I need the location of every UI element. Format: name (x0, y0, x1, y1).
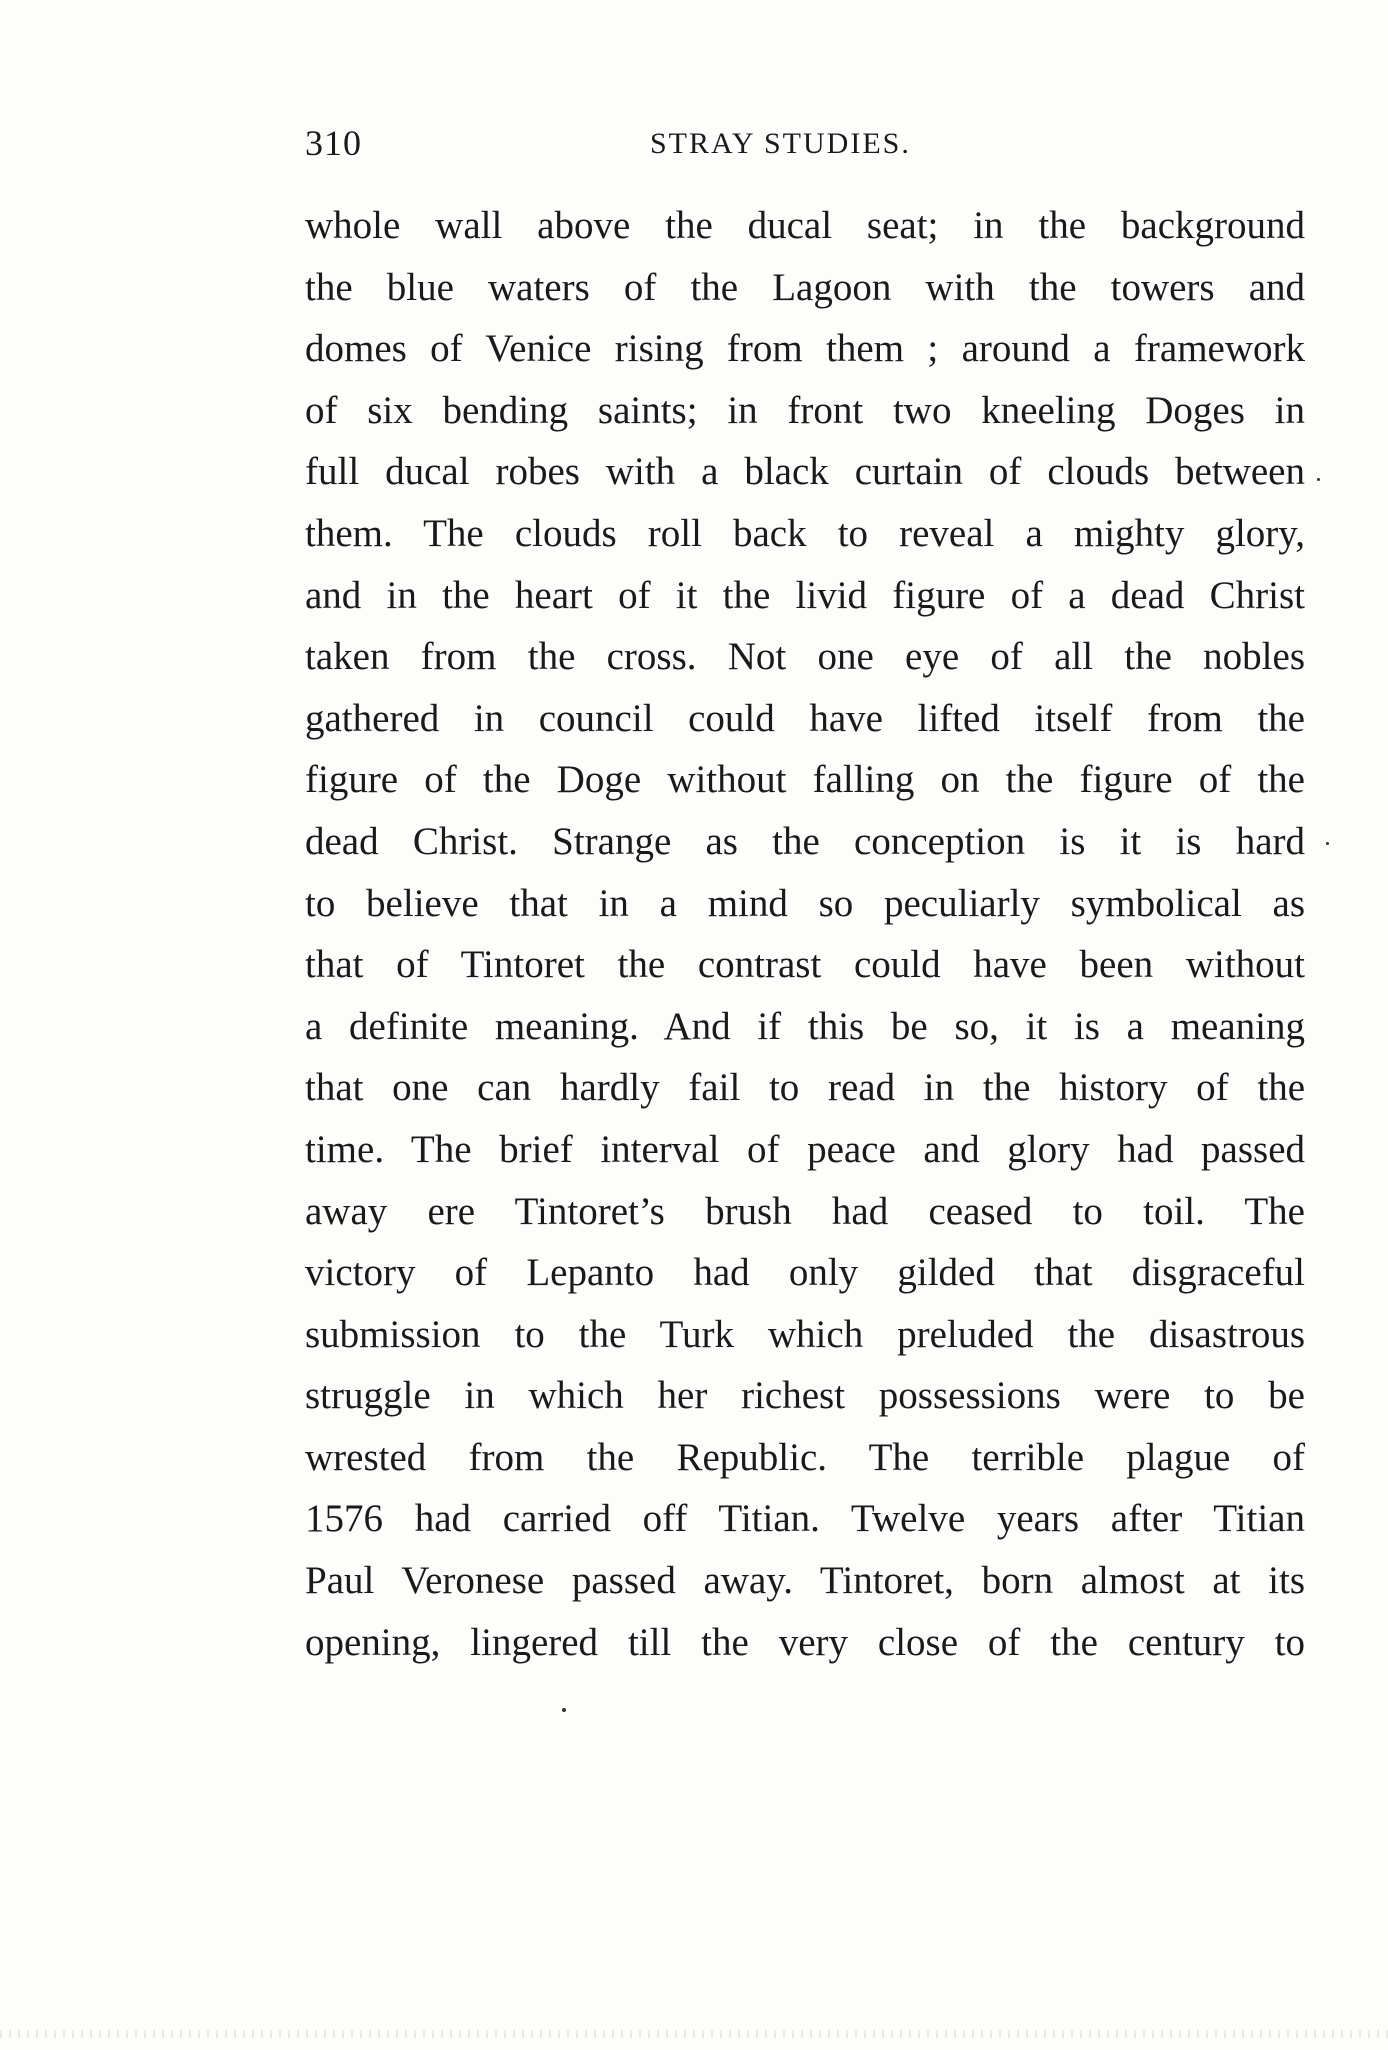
running-title: STRAY STUDIES. (650, 127, 911, 160)
text-line: whole wall above the ducal seat; in the background (305, 204, 1305, 247)
body-text (305, 195, 1305, 1673)
text-line: gathered in council could have lifted itself from the (305, 696, 1305, 740)
text-line: wrested from the Republic. The terrible plague of (305, 1435, 1305, 1479)
text-line: submission to the Turk which preluded the disastrous (305, 1312, 1305, 1356)
text-line: opening, lingered till the very close of the century to (305, 1620, 1305, 1664)
text-line: of six bending saints; in front two kneeling Doges in (305, 388, 1305, 432)
text-line: victory of Lepanto had only gilded that disgraceful (305, 1251, 1305, 1295)
text-line: domes of Venice rising from them ; around a framework (305, 327, 1305, 371)
text-line: to believe that in a mind so peculiarly symbolical as (305, 881, 1305, 925)
text-line: taken from the cross. Not one eye of all the nobles (305, 635, 1305, 679)
running-head (305, 122, 1305, 172)
text-line: time. The brief interval of peace and glory had passed (305, 1127, 1305, 1171)
ink-speck (562, 1708, 566, 1712)
text-line: dead Christ. Strange as the conception is it is hard (305, 819, 1305, 863)
text-line: full ducal robes with a black curtain of clouds between (305, 450, 1305, 494)
text-line: a definite meaning. And if this be so, it is a meaning (305, 1004, 1305, 1048)
text-line: them. The clouds roll back to reveal a mighty glory, (305, 511, 1305, 555)
text-line: away ere Tintoret’s brush had ceased to toil. The (305, 1189, 1305, 1233)
text-line: and in the heart of it the livid figure of a dead Christ (305, 573, 1305, 617)
text-line: Paul Veronese passed away. Tintoret, born almost at its (305, 1559, 1305, 1603)
text-line: that one can hardly fail to read in the history of the (305, 1066, 1305, 1110)
text-line: that of Tintoret the contrast could have been without (305, 943, 1305, 987)
ink-speck (1317, 478, 1320, 481)
text-line: 1576 had carried off Titian. Twelve years after Titian (305, 1497, 1305, 1541)
scan-edge-noise (0, 2030, 1388, 2038)
text-line: the blue waters of the Lagoon with the towers and (305, 265, 1305, 309)
text-line: struggle in which her richest possessions were to be (305, 1374, 1305, 1418)
text-line: figure of the Doge without falling on the figure of the (305, 758, 1305, 802)
page-number: 310 (305, 123, 362, 163)
ink-speck (1326, 842, 1329, 845)
